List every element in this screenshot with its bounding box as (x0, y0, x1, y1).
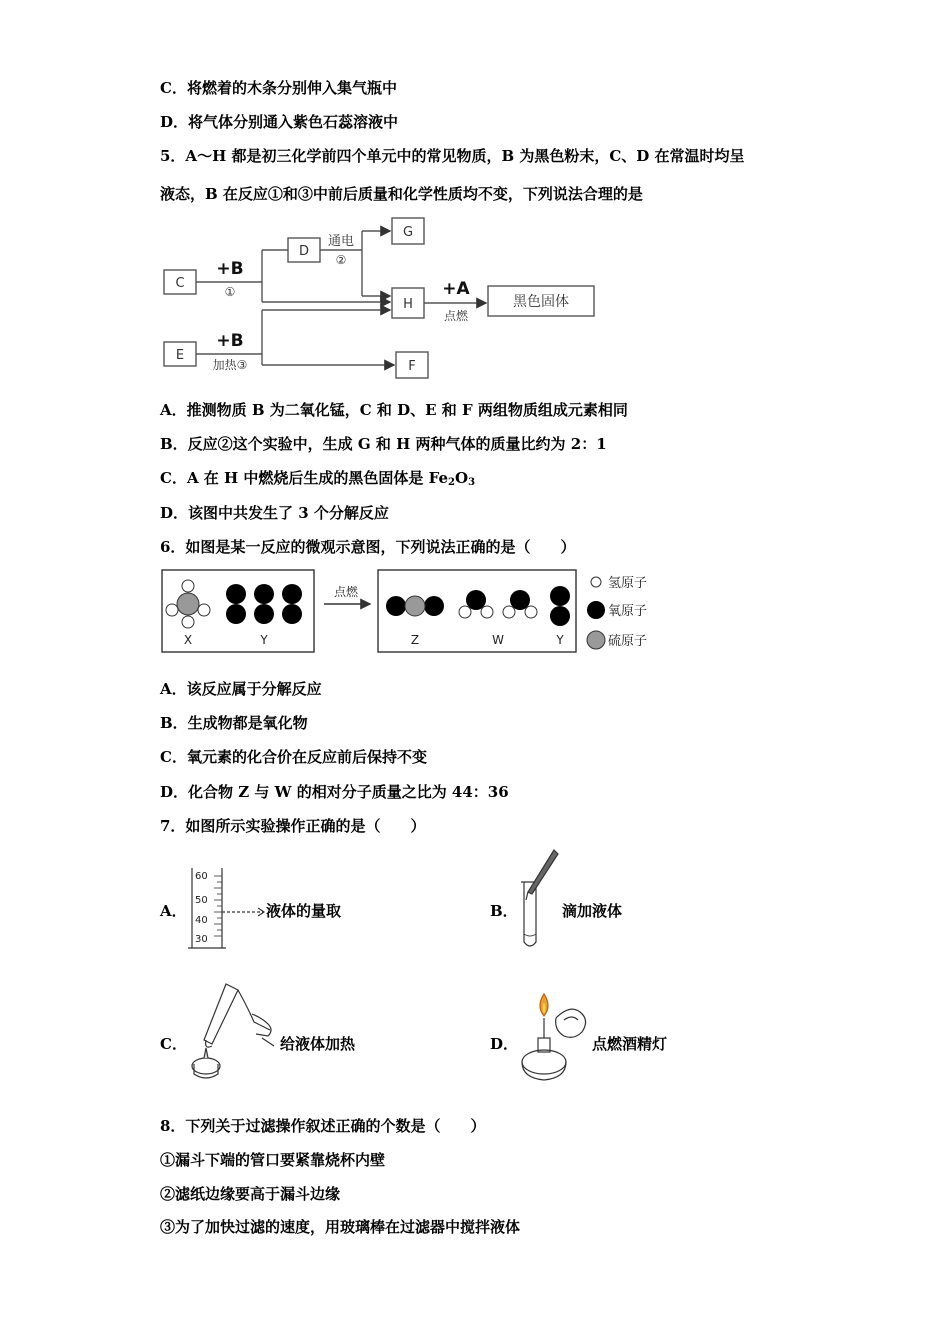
label-r2: ② (335, 253, 347, 267)
q8-item-1: ①漏斗下端的管口要紧靠烧杯内壁 (160, 1151, 386, 1169)
graduated-cylinder-figure (186, 864, 266, 954)
molecule-y-left (550, 586, 570, 626)
label-black-solid: 黑色固体 (513, 294, 569, 310)
molecules-y (226, 584, 302, 624)
label-x: X (183, 633, 193, 647)
q7-stem: 7．如图所示实验操作正确的是（ ） (160, 817, 426, 835)
q4-option-c: C．将燃着的木条分别伸入集气瓶中 (160, 79, 397, 97)
q5-option-c: C．A 在 H 中燃烧后生成的黑色固体是 $Fe_2O_3$ (160, 469, 476, 488)
label-c: C (175, 276, 185, 291)
q7-c-letter: C． (160, 1035, 187, 1053)
q7-b-text: 滴加液体 (562, 902, 623, 920)
q8-item-2: ②滤纸边缘要高于漏斗边缘 (160, 1185, 341, 1203)
dropper-test-tube-figure (514, 846, 560, 952)
q7-d-letter: D． (490, 1035, 519, 1053)
tick-50: 50 (195, 895, 208, 906)
q6-option-b: B．生成物都是氧化物 (160, 714, 308, 732)
label-electrolysis: 通电 (327, 234, 355, 249)
legend-sulfur: 硫原子 (608, 634, 648, 649)
label-plus-b-1: +B (216, 259, 244, 279)
lighting-alcohol-lamp-figure (514, 990, 594, 1084)
legend-oxygen: 氧原子 (608, 604, 648, 619)
label-plus-b-2: +B (216, 331, 244, 351)
label-ignite-6: 点燃 (333, 585, 359, 599)
label-g: G (402, 225, 414, 240)
tick-40: 40 (195, 915, 208, 926)
q7-a-text: 液体的量取 (266, 902, 342, 920)
tick-60: 60 (195, 871, 208, 882)
q8-stem: 8．下列关于过滤操作叙述正确的个数是（ ） (160, 1117, 486, 1135)
q5-option-a: A．推测物质 B 为二氧化锰，C 和 D、E 和 F 两组物质组成元素相同 (160, 401, 628, 419)
molecule-x (166, 580, 210, 628)
q6-stem: 6．如图是某一反应的微观示意图，下列说法正确的是（ ） (160, 538, 576, 556)
label-r1: ① (224, 285, 236, 299)
q5-stem-line1: 5．A～H 都是初三化学前四个单元中的常见物质，B 为黑色粉末，C、D 在常温时均呈 (160, 147, 745, 165)
q5-option-d: D．该图中共发生了 3 个分解反应 (160, 504, 389, 522)
q6-micro-diagram (160, 568, 670, 658)
q5-flow-diagram (158, 214, 608, 384)
label-h: H (403, 297, 413, 312)
q7-c-text: 给液体加热 (280, 1035, 356, 1053)
label-ignite: 点燃 (443, 309, 469, 323)
label-d: D (298, 244, 310, 259)
q6-option-a: A．该反应属于分解反应 (160, 680, 322, 698)
label-y1: Y (260, 633, 268, 647)
q7-b-letter: B． (490, 902, 518, 920)
legend-hydrogen: 氢原子 (608, 576, 648, 591)
q5-option-b: B．反应②这个实验中，生成 G 和 H 两种气体的质量比约为 2：1 (160, 435, 607, 453)
legend (587, 576, 647, 649)
label-y2: Y (556, 633, 564, 647)
label-z: Z (410, 633, 420, 647)
q5-stem-line2: 液态，B 在反应①和③中前后质量和化学性质均不变，下列说法合理的是 (160, 185, 643, 203)
q7-a-letter: A． (160, 902, 187, 920)
label-plus-a: +A (442, 279, 470, 299)
q7-d-text: 点燃酒精灯 (592, 1035, 668, 1053)
tick-30: 30 (195, 934, 208, 945)
label-w: W (492, 633, 504, 647)
molecule-z (386, 596, 444, 616)
label-f: F (408, 359, 416, 374)
q6-option-c: C．氧元素的化合价在反应前后保持不变 (160, 748, 427, 766)
q6-option-d: D．化合物 Z 与 W 的相对分子质量之比为 44：36 (160, 783, 509, 801)
q4-option-d: D．将气体分别通入紫色石蕊溶液中 (160, 113, 399, 131)
label-e: E (175, 348, 185, 363)
q8-item-3: ③为了加快过滤的速度，用玻璃棒在过滤器中搅拌液体 (160, 1218, 521, 1236)
heating-liquid-figure (182, 978, 282, 1084)
molecules-w (459, 590, 537, 618)
label-r3: 加热③ (212, 358, 248, 372)
